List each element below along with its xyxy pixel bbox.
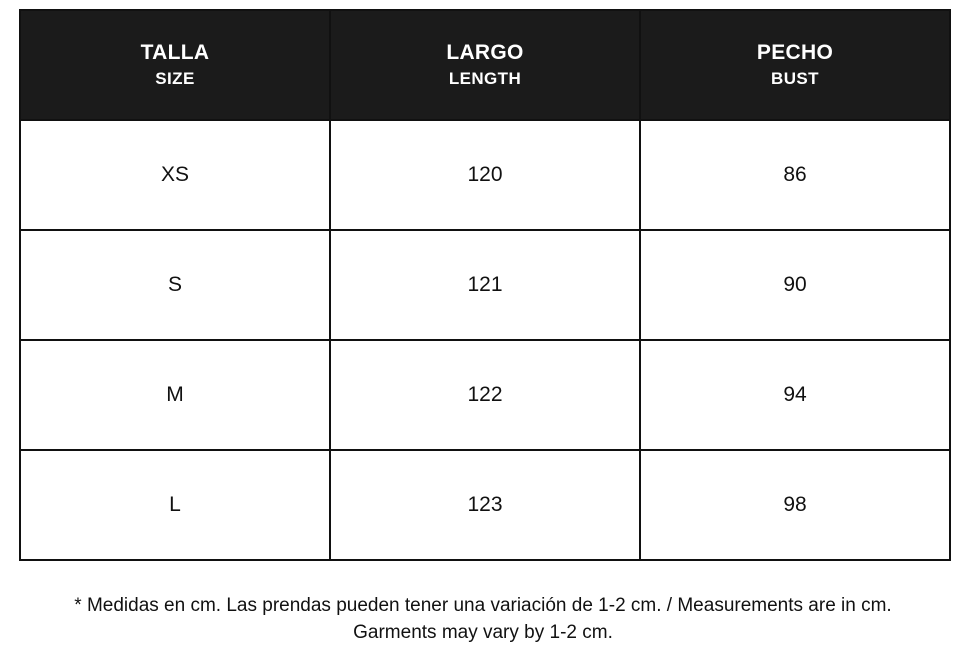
cell-size: S — [20, 230, 330, 340]
header-bust — [640, 10, 950, 120]
header-bust-en: BUST — [771, 68, 819, 88]
header-size-es: TALLA — [140, 40, 210, 64]
header-size-en: SIZE — [155, 68, 195, 88]
footnote-line-1: * Medidas en cm. Las prendas pueden tener una variación de 1-2 cm. / Measurements are in cm. — [74, 595, 892, 616]
table-row — [20, 340, 950, 450]
cell-bust: 90 — [640, 230, 950, 340]
footnote-line-2: Garments may vary by 1-2 cm. — [353, 622, 613, 643]
table-body — [20, 120, 950, 560]
header-length — [330, 10, 640, 120]
cell-length: 121 — [330, 230, 640, 340]
cell-bust: 94 — [640, 340, 950, 450]
header-bust-es: PECHO — [756, 40, 834, 64]
cell-bust: 98 — [640, 450, 950, 560]
header-length-es: LARGO — [446, 40, 524, 64]
cell-size: L — [20, 450, 330, 560]
cell-size: XS — [20, 120, 330, 230]
header-length-en: LENGTH — [448, 68, 522, 88]
table-header — [20, 10, 950, 120]
header-size — [20, 10, 330, 120]
cell-length: 120 — [330, 120, 640, 230]
cell-length: 122 — [330, 340, 640, 450]
cell-size: M — [20, 340, 330, 450]
table-row — [20, 450, 950, 560]
measurement-footnote — [0, 592, 966, 646]
table-row — [20, 120, 950, 230]
cell-length: 123 — [330, 450, 640, 560]
table-row — [20, 230, 950, 340]
cell-bust: 86 — [640, 120, 950, 230]
size-chart-table — [19, 9, 951, 561]
header-row — [20, 10, 950, 120]
